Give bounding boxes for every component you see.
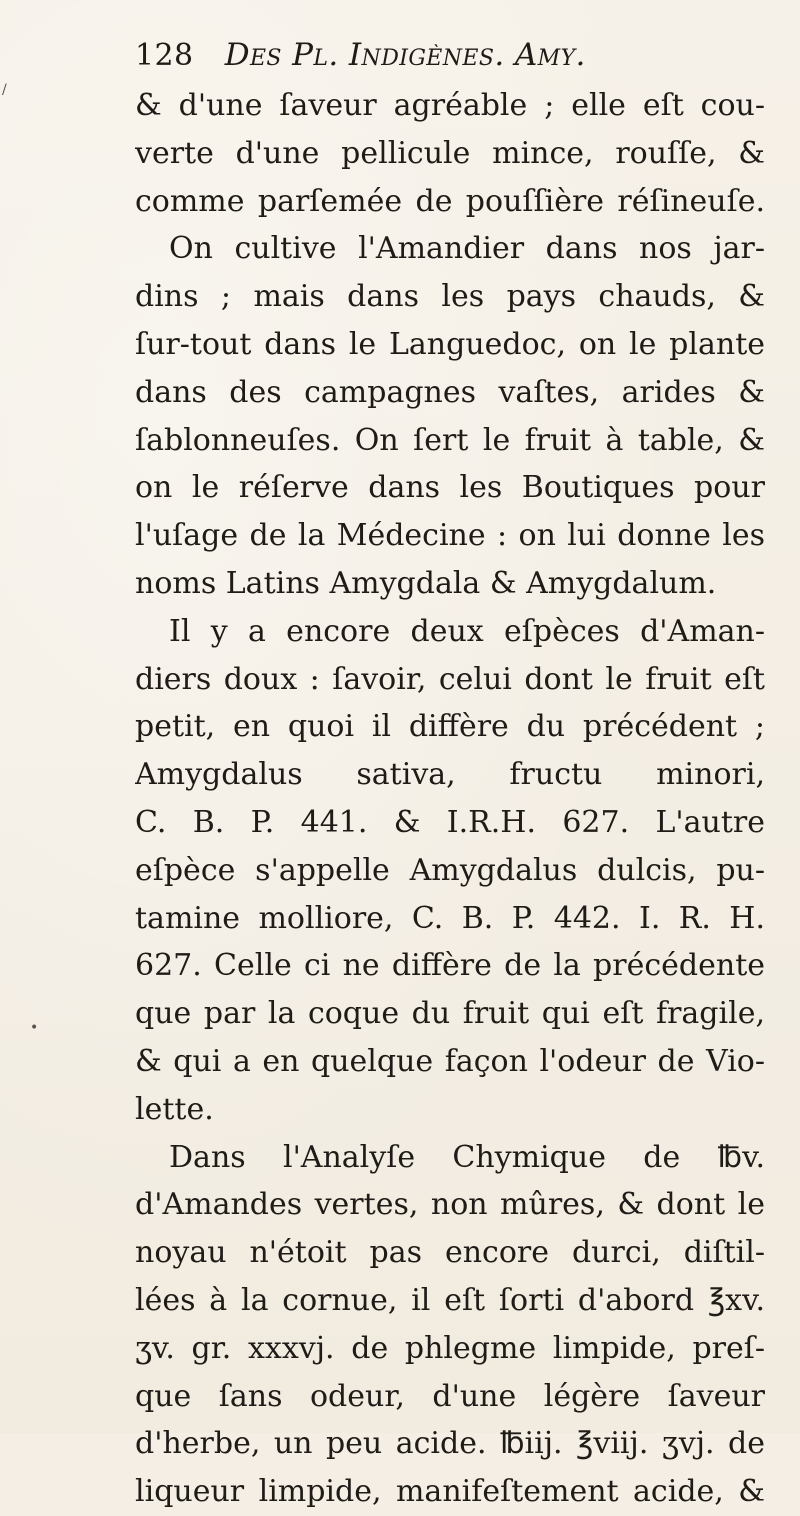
- text-line: petit, en quoi il diffère du précédent ;: [135, 709, 765, 745]
- text-line: lées à la cornue, il eſt ſorti d'abord ℥xv.: [135, 1282, 765, 1318]
- text-line: Il y a encore deux eſpèces d'Aman-: [169, 613, 765, 649]
- text-line: C. B. P. 441. & I.R.H. 627. L'autre: [135, 804, 765, 840]
- margin-dot: •: [30, 1020, 39, 1036]
- text-line: tamine molliore, C. B. P. 442. I. R. H.: [135, 900, 765, 936]
- text-line: que ſans odeur, d'une légère ſaveur: [135, 1378, 765, 1414]
- page-number: 128: [135, 38, 194, 73]
- text-line: 627. Celle ci ne diffère de la précédente: [135, 948, 765, 984]
- text-line: Amygdalus sativa, fructu minori,: [135, 757, 765, 793]
- text-line: ſur-tout dans le Languedoc, on le plante: [135, 326, 765, 362]
- text-line: on le réſerve dans les Boutiques pour: [135, 470, 765, 506]
- text-line: lette.: [135, 1091, 214, 1127]
- text-line: dins ; mais dans les pays chauds, &: [135, 279, 765, 315]
- text-line: & qui a en quelque façon l'odeur de Vio-: [135, 1043, 765, 1079]
- text-line: liqueur limpide, manifeſtement acide, &: [135, 1474, 765, 1510]
- running-title: Des Pl. Indigènes. Amy.: [224, 37, 586, 73]
- text-line: ʒv. gr. xxxvj. de phlegme limpide, preſ-: [135, 1330, 765, 1366]
- text-line: d'herbe, un peu acide. ℔iij. ℥viij. ʒvj. de: [135, 1426, 765, 1462]
- text-line: ſablonneuſes. On ſert le fruit à table, &: [135, 422, 765, 458]
- text-line: l'uſage de la Médecine : on lui donne les: [135, 518, 765, 554]
- text-line: que par la coque du fruit qui eſt fragile,: [135, 996, 765, 1032]
- left-edge-tick: /: [2, 82, 7, 98]
- text-line: & d'une ſaveur agréable ; elle eſt cou-: [135, 88, 765, 123]
- text-line: noyau n'étoit pas encore durci, diſtil-: [135, 1235, 765, 1271]
- text-line: eſpèce s'appelle Amygdalus dulcis, pu-: [135, 852, 765, 888]
- text-line: d'Amandes vertes, non mûres, & dont le: [135, 1187, 765, 1223]
- page-header: [135, 34, 765, 82]
- text-line: On cultive l'Amandier dans nos jar-: [169, 231, 765, 267]
- text-line: diers doux : ſavoir, celui dont le fruit eſt: [135, 661, 765, 697]
- text-line: noms Latins Amygdala & Amygdalum.: [135, 565, 717, 601]
- text-line: Dans l'Analyſe Chymique de ℔v.: [169, 1139, 765, 1175]
- text-line: comme parſemée de pouſſière réſineuſe.: [135, 183, 765, 219]
- text-line: verte d'une pellicule mince, rouſſe, &: [135, 135, 765, 171]
- body-text: [135, 82, 765, 1516]
- text-line: dans des campagnes vaſtes, arides &: [135, 374, 765, 410]
